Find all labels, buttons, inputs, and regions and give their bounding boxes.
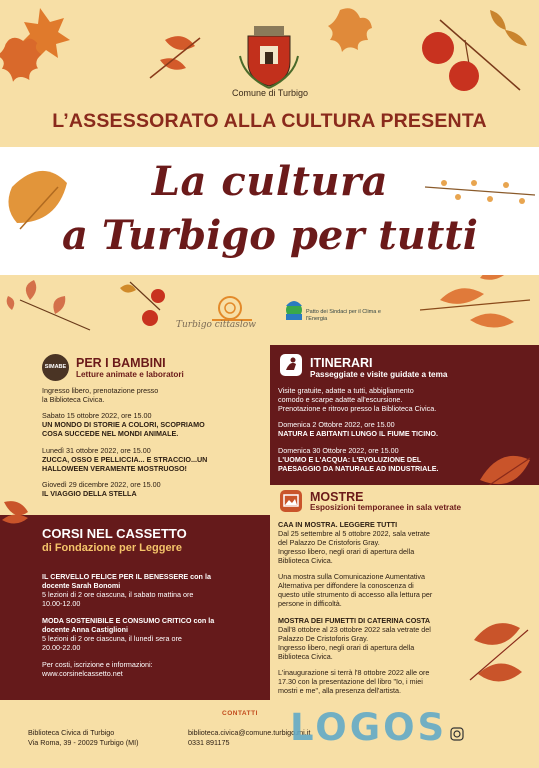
mostra-info: Biblioteca Civica. [278, 556, 333, 565]
mostra-desc: Alternativa per diffondere la conoscenza di [278, 581, 414, 590]
mostra-desc: Una mostra sulla Comunicazione Aumentativa [278, 572, 426, 581]
bambini-intro-1: Ingresso libero, prenotazione presso [42, 386, 159, 395]
snail-logo-icon [212, 297, 252, 320]
mostra-info: Ingresso libero, negli orari di apertura della [278, 547, 415, 556]
leaf-icon [420, 267, 530, 327]
mostra-title: CAA IN MOSTRA. LEGGERE TUTTI [278, 520, 398, 529]
library-address: Via Roma, 39 - 20029 Turbigo (MI) [28, 738, 139, 747]
event-title: UN MONDO DI STORIE A COLORI, SCOPRIAMO [42, 420, 205, 429]
event-date: Domenica 30 Ottobre 2022, ore 15.00 [278, 446, 399, 455]
bambini-intro-2: la Biblioteca Civica. [42, 395, 105, 404]
corso-title: IL CERVELLO FELICE PER IL BENESSERE con la [42, 572, 211, 581]
event-title: COSA SUCCEDE NEL MONDI ANIMALE. [42, 429, 179, 438]
event-title: NATURA E ABITANTI LUNGO IL FIUME TICINO. [278, 429, 438, 438]
berries-icon [120, 282, 165, 326]
assessorato-heading: L’ASSESSORATO ALLA CULTURA PRESENTA [52, 110, 487, 132]
mostre-title: MOSTRE [310, 490, 364, 504]
bambini-title: PER I BAMBINI [76, 356, 166, 370]
mostra-desc: questo utile strumento di accesso alla lettura per [278, 590, 433, 599]
event-title: HALLOWEEN VERAMENTE MOSTRUOSO! [42, 464, 187, 473]
mostra-info: Biblioteca Civica. [278, 652, 333, 661]
corso-desc: 20.00-22.00 [42, 643, 81, 652]
walking-icon [280, 354, 302, 376]
itinerari-desc: Prenotazione e ritrovo presso la Biblioteca Civica. [278, 404, 437, 413]
berries-icon [422, 10, 527, 91]
comune-label: Comune di Turbigo [231, 88, 309, 98]
logos-watermark: LOGOS [290, 706, 448, 749]
small-leaf-icon [150, 36, 200, 78]
mostra-title: MOSTRA DEI FUMETTI DI CATERINA COSTA [278, 616, 431, 625]
main-title-line1: La cultura [151, 158, 389, 205]
corso-title: MODA SOSTENIBILE E CONSUMO CRITICO con la [42, 616, 215, 625]
mostra-info: del Palazzo De Cristoforis Gray. [278, 538, 380, 547]
event-date: Sabato 15 ottobre 2022, ore 15.00 [42, 411, 152, 420]
instagram-icon[interactable] [450, 727, 464, 741]
simabe-badge: SIMABE [42, 354, 69, 381]
corso-desc: 5 lezioni di 2 ore ciascuna, il sabato mattina ore [42, 590, 194, 599]
itinerari-subtitle: Passeggiate e visite guidate a tema [310, 370, 448, 379]
corsi-info: Per costi, iscrizione e informazioni: [42, 660, 153, 669]
crest-icon [240, 26, 298, 88]
leaf-icon [464, 610, 539, 690]
contatti-label: CONTATTI [222, 710, 258, 717]
event-title: IL VIAGGIO DELLA STELLA [42, 489, 137, 498]
event-date: Lunedì 31 ottobre 2022, ore 15.00 [42, 446, 151, 455]
library-name: Biblioteca Civica di Turbigo [28, 728, 115, 737]
event-title: L'UOMO E L'ACQUA: L'EVOLUZIONE DEL [278, 455, 422, 464]
event-title: PAESAGGIO DA NATURALE AD INDUSTRIALE. [278, 464, 439, 473]
phone-number: 0331 891175 [188, 738, 230, 747]
mostra-info: Dal 25 settembre al 5 ottobre 2022, sala vetrate [278, 529, 430, 538]
corso-desc: 10.00-12.00 [42, 599, 81, 608]
corsi-title: CORSI NEL CASSETTO [42, 526, 187, 541]
oak-leaf-icon [328, 8, 372, 52]
email-link[interactable]: biblioteca.civica@comune.turbigo.mi.it [188, 728, 311, 737]
bambini-subtitle: Letture animate e laboratori [76, 370, 184, 379]
mostre-subtitle: Esposizioni temporanee in sala vetrate [310, 503, 462, 512]
corso-title: docente Anna Castiglioni [42, 625, 128, 634]
mostra-desc: mostri e me", alla presenza dell'artista. [278, 686, 401, 695]
patto-logo-icon [286, 301, 302, 320]
mostra-desc: 17.30 con la presentazione del libro "Io, i miei [278, 677, 423, 686]
corsi-subtitle: di Fondazione per Leggere [42, 542, 182, 554]
mostra-info: Dall'8 ottobre al 23 ottobre 2022 sala vetrate del [278, 625, 431, 634]
corso-title: docente Sarah Bonomi [42, 581, 121, 590]
gallery-icon [280, 490, 302, 512]
branch-icon [7, 280, 90, 330]
main-title-line2: a Turbigo per tutti [62, 212, 478, 259]
itinerari-desc: Visite gratuite, adatte a tutti, abbigliamento [278, 386, 414, 395]
patto-logo-label: Patto dei Sindaci per il Clima e l'Energia [306, 309, 381, 322]
mostra-desc: L'inaugurazione si terrà l'8 ottobre 2022 alle ore [278, 668, 430, 677]
mostra-info: Ingresso libero, negli orari di apertura della [278, 643, 415, 652]
leaf-icon [0, 490, 40, 530]
itinerari-desc: comodo e scarpe adatte all'escursione. [278, 395, 403, 404]
mostra-info: Palazzo De Cristoforis Gray. [278, 634, 369, 643]
event-title: ZUCCA, OSSO E PELLICCIA... E STRACCIO...UN [42, 455, 208, 464]
event-date: Giovedì 29 dicembre 2022, ore 15.00 [42, 480, 161, 489]
itinerari-title: ITINERARI [310, 356, 373, 370]
event-date: Domenica 2 Ottobre 2022, ore 15.00 [278, 420, 395, 429]
mostra-desc: persone in difficoltà. [278, 599, 342, 608]
corsi-link[interactable]: www.corsinelcassetto.net [42, 669, 123, 678]
corso-desc: 5 lezioni di 2 ore ciascuna, il lunedì sera ore [42, 634, 182, 643]
cittaslow-logo-label: Turbigo cittaslow [176, 320, 256, 330]
